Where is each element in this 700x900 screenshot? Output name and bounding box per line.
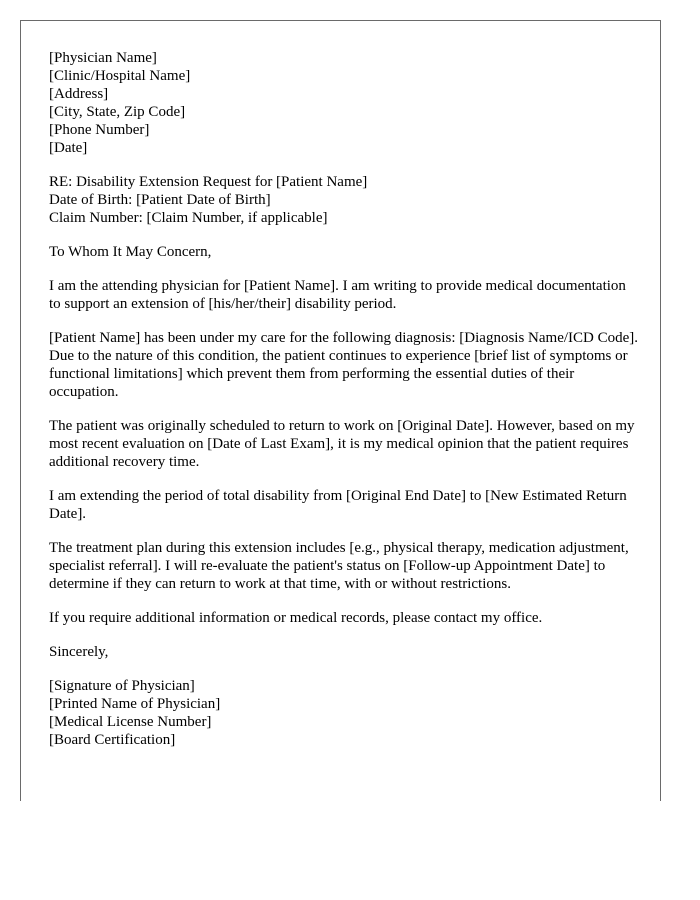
license-number-line: [Medical License Number]: [49, 714, 212, 730]
signature-line: [Signature of Physician]: [49, 678, 195, 694]
printed-name-line: [Printed Name of Physician]: [49, 696, 221, 712]
paragraph-contact: If you require additional information or medical records, please contact my office.: [49, 610, 543, 626]
reference-block: [49, 173, 639, 227]
subject-line: RE: Disability Extension Request for [Patient Name]: [49, 174, 368, 190]
paragraph-evaluation: The patient was originally scheduled to return to work on [Original Date]. However, based on my most recent evaluation on [Date of Last Exam], it is my medical opinion that the patient requires additional recovery time.: [49, 418, 635, 470]
salutation: To Whom It May Concern,: [49, 244, 212, 260]
board-certification-line: [Board Certification]: [49, 732, 176, 748]
paragraph-introduction: I am the attending physician for [Patient Name]. I am writing to provide medical documentation to support an extension of [his/her/their] disability period.: [49, 278, 626, 312]
letter-body: [49, 49, 639, 765]
letter-page: [20, 20, 661, 801]
phone-number: [Phone Number]: [49, 122, 150, 138]
claim-number-line: Claim Number: [Claim Number, if applicable]: [49, 210, 328, 226]
sender-block: [49, 49, 639, 157]
paragraph-treatment-plan: The treatment plan during this extension includes [e.g., physical therapy, medication adjustment, specialist referral]. I will re-evaluate the patient's status on [Follow-up Appointment Date] to determine if they can return to work at that time, with or without restrictions.: [49, 540, 629, 592]
clinic-name: [Clinic/Hospital Name]: [49, 68, 191, 84]
paragraph-diagnosis: [Patient Name] has been under my care for the following diagnosis: [Diagnosis Name/ICD Code]. Due to the nature of this condition, the patient continues to experience [brief list of symptoms or functional limitations] which prevent them from performing the essential duties of their occupation.: [49, 330, 639, 400]
city-state-zip: [City, State, Zip Code]: [49, 104, 186, 120]
letter-date: [Date]: [49, 140, 88, 156]
signature-block: [49, 677, 639, 749]
physician-name: [Physician Name]: [49, 50, 157, 66]
date-of-birth-line: Date of Birth: [Patient Date of Birth]: [49, 192, 271, 208]
paragraph-extension-period: I am extending the period of total disability from [Original End Date] to [New Estimated Return Date].: [49, 488, 627, 522]
closing: Sincerely,: [49, 644, 109, 660]
address: [Address]: [49, 86, 109, 102]
